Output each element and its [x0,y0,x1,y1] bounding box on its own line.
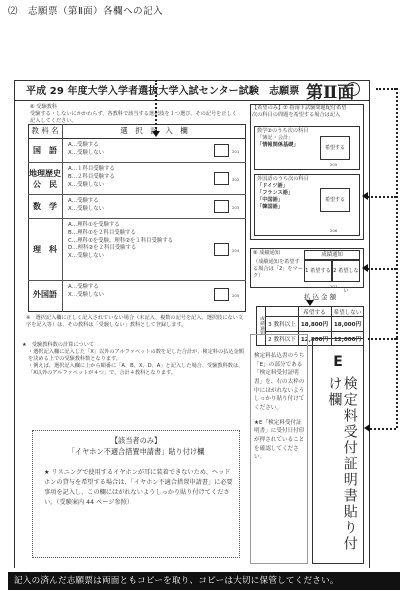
subject-count-note [22,342,248,377]
earphone-paste-title: 「イヤホン不適合措置申請書」貼り付け欄 [67,447,205,456]
language-option-item: 「フランス語」 [257,190,294,197]
subject-section-label [30,104,240,125]
fee-value: 18,000円 [333,322,362,328]
subject-option: D…理科②を２科目受験する [68,245,137,252]
subject-options [68,166,115,189]
subject-count-note-line: ・例えば、選択記入欄に上から順番に「A、B、X、D、A」と記入した場合、受験教科数は、「X以外のアルファベットが４つ」で、合計４教科となります。 [28,363,244,377]
subject-option: X…受験しない [68,291,105,298]
fee-row-divider [266,331,364,332]
fee-value: 12,800円 [300,337,329,343]
form-title: 平成 29 年度大学入学者選抜大学入試センター試験 志願票 [26,86,300,97]
score-notice-option-1[interactable]: 1 希望する [304,260,332,282]
subject-option: A…受験する [68,198,99,204]
dotted-guide-line [368,268,396,270]
fee-row-divider [266,316,364,317]
problem-distribution-header [252,105,364,119]
subject-option: X…受験しない [68,181,105,188]
subject-code: 205 [232,293,240,298]
subject-column-header: 教 科 名 [31,126,59,135]
subject-option: A…理科①を受験する [68,222,120,228]
fee-value: 18,800円 [300,322,329,328]
slip-instruction-text [254,352,306,462]
language-hope-code: 206 [330,228,338,233]
subject-option: X…受験しない [68,205,105,212]
score-notice-option-2[interactable]: 2 希望しない [332,260,360,282]
math-option-title: 数学②のうち次の科目 [257,128,309,134]
arrow-left-icon [362,264,368,272]
dotted-guide-line [368,338,396,340]
fee-row-label: 2 教科以下 [268,337,296,343]
score-notice-label: ⑧ 成績通知 [253,250,281,256]
subject-entry-box[interactable] [214,172,229,185]
math-option-item: 「情報関係基礎」 [257,142,299,149]
subject-name: 数 学 [33,202,57,211]
receipt-label: 検定料受付証明書貼り付け欄 [326,376,358,552]
subject-count-note-title: ★ 受験教科数の計算について [22,342,94,348]
subject-option: A…受験する [68,142,99,148]
arrow-left-icon [364,424,370,432]
math-option-text [257,128,317,149]
slip-instruction-line: ★E「検定料受付証明書」に受付日付印が押されていることを確認してください。 [254,419,305,461]
fee-value: 12,000円 [333,337,362,343]
subject-entry-box[interactable] [214,243,229,256]
language-option-text [257,176,317,211]
score-notice-text [253,250,303,280]
subject-option: X…受験しない [68,253,105,260]
math-hope-code: 205 [330,162,338,167]
subject-entry-box[interactable] [214,200,229,213]
section-heading: ⑵ 志願票（第Ⅱ面）各欄への記入 [8,6,164,17]
dotted-guide-line [376,88,396,90]
entry-column-header: 選 択 記 入 欄 [120,126,188,135]
dotted-guide-line [396,88,398,338]
subject-option: A…受験する [68,284,99,290]
circle-mark-icon [346,82,360,96]
problem-distribution-label: 【希望のみ】⑦ 指南下試験問題配付希望 [252,105,347,111]
arrow-left-icon [362,192,368,200]
unselected-note: ※ 選択記入欄に正しく記入されていない場合（未記入、複数の記号を記入、選択肢にない文字を記入等）は、その教科は「受験しない」教科として登録します。 [26,315,244,329]
score-notice-desc: （成績通知を希望する場合は「2」をマーク） [253,259,303,280]
title-divider [14,100,370,101]
subject-options [68,198,104,214]
dotted-guide-line [370,428,396,430]
subject-name: 理 科 [33,245,57,254]
subject-name: 国 語 [33,146,57,155]
fee-col-head: 希望しない [333,310,362,316]
subject-option: B…理科①を２科目受験する [68,229,136,236]
earphone-paste-desc: ★ リスニングで使用するイヤホンが耳に装着できないため、ヘッドホンの貸与を希望する場合は、「イヤホン不適合措置申請書」に必要事項を記入し、この欄にはがれないようしっかり貼り付けてください。（受験案内 44 ページ参照） [44,469,233,506]
subject-code: 202 [232,177,240,182]
subject-entry-box[interactable] [214,288,229,301]
dotted-guide-line [155,80,157,132]
problem-distribution-desc: 次の科目の問題を希望する場合は記入 [252,112,341,119]
subject-code: 203 [232,205,240,210]
language-option-item: 「ドイツ語」 [257,183,288,190]
fee-col-head: 希望する [303,310,326,316]
subject-options [68,142,104,158]
subject-code: 204 [232,248,240,253]
subject-count-note-line: ・選択記入欄に記入した「X」以外のアルファベットの数を足した合計が、検定料の払込金額を決める上での受験教科数となります。 [28,349,244,363]
dotted-guide-line [396,338,398,428]
math-hope-checkbox[interactable]: 希望する [320,136,350,160]
form-side-label: 第Ⅱ面 [306,83,355,103]
subject-section-title: ⑥ 受験教科 [30,104,58,110]
language-option-item: 「中国語」 [257,197,283,204]
subject-options [68,222,173,261]
subject-option: B…２科目受験する [68,173,115,180]
language-option-title: 外国語のうち次の科目 [257,176,309,182]
fee-title: 払 込 金 額 [303,293,337,301]
subject-options [68,284,104,300]
arrow-down-icon [152,131,160,137]
earphone-paste-label: 【該当者のみ】 [110,436,162,445]
slip-instruction-line: 検定料払込書のうち「E」の部分である「検定料受付証明書」を、右の太枠の中にはがれないようしっかり貼り付けてください。 [254,353,305,411]
score-notice-header: 成績通知 [304,250,360,260]
subject-entry-box[interactable] [214,144,229,157]
subject-option: A…１科目受験する [68,166,115,172]
subject-option: X…受験しない [68,149,105,156]
score-notice-code: 207 [330,284,338,289]
fee-row-label: 3 教科以上 [268,322,296,328]
language-hope-checkbox[interactable]: 希望する [320,188,350,212]
subject-name: 外国語 [33,290,57,299]
subject-name: 地理歴史 公 民 [29,169,61,189]
subject-section-desc: 受験する・しないにかかわらず、各教科で該当する選択肢を１つ選び、その記号を正しく記入してください。 [30,111,237,125]
math-option-item: 「簿記・会計」 [257,135,294,142]
bottom-notice-bar: 記入の済んだ志願票は両面ともコピーを取り、コピーは大切に保管してください。 [8,572,400,590]
fee-side-label: 成績通知 [256,306,266,346]
dotted-guide-line [368,196,396,198]
subject-option: C…理科①を受験、理科②を１科目受験する [68,237,174,244]
subject-code: 201 [232,149,240,154]
receipt-letter: E [333,354,343,370]
language-option-item: 「韓国語」 [257,204,283,211]
